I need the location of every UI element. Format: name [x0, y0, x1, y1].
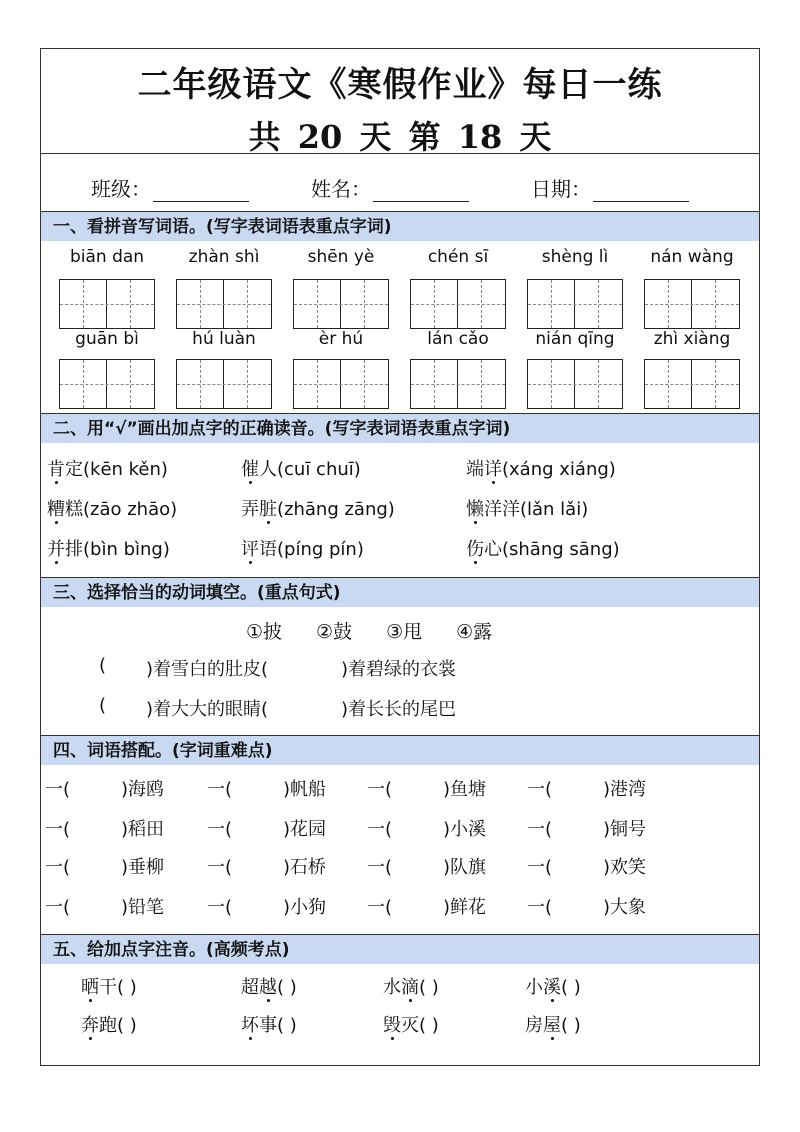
sentence-text[interactable]: )着碧绿的衣裳	[341, 659, 457, 680]
pinyin-annotation-item[interactable]: 晒干( )	[81, 977, 137, 998]
writing-grid-box[interactable]	[176, 359, 272, 409]
student-info	[41, 153, 759, 211]
class-field[interactable]	[91, 173, 249, 202]
match-prefix[interactable]: 一(	[527, 779, 553, 800]
match-prefix[interactable]: 一(	[207, 857, 233, 878]
match-prefix[interactable]: 一(	[367, 897, 393, 918]
sentence-text[interactable]: )着大大的眼睛(	[146, 699, 269, 720]
match-word: )鲜花	[443, 897, 487, 918]
section1-heading: 一、看拼音写词语。(写字表词语表重点字词)	[41, 211, 759, 241]
class-label: 班级：	[91, 177, 151, 201]
verb-options	[246, 617, 526, 644]
fill-paren[interactable]: (	[99, 655, 107, 676]
verb-option: ①披	[246, 621, 283, 643]
match-word: )港湾	[603, 779, 647, 800]
pinyin-label: shèng lì	[541, 247, 609, 267]
writing-grid-box[interactable]	[176, 279, 272, 329]
writing-grid-box[interactable]	[59, 279, 155, 329]
verb-option: ④露	[456, 621, 493, 643]
match-prefix[interactable]: 一(	[45, 857, 71, 878]
match-prefix[interactable]: 一(	[207, 897, 233, 918]
pinyin-label: èr hú	[318, 329, 364, 349]
pinyin-label: zhì xiàng	[653, 329, 731, 349]
match-word: )队旗	[443, 857, 487, 878]
match-prefix[interactable]: 一(	[527, 819, 553, 840]
page-title: 二年级语文《寒假作业》每日一练	[137, 65, 663, 105]
match-prefix[interactable]: 一(	[367, 819, 393, 840]
writing-grid-box[interactable]	[527, 279, 623, 329]
match-prefix[interactable]: 一(	[45, 819, 71, 840]
title-block	[41, 49, 759, 154]
pinyin-annotation-item[interactable]: 房屋( )	[525, 1015, 581, 1036]
writing-grid-box[interactable]	[527, 359, 623, 409]
name-blank[interactable]	[373, 181, 469, 202]
verb-option: ③甩	[386, 621, 423, 643]
match-prefix[interactable]: 一(	[527, 857, 553, 878]
pinyin-annotation-item[interactable]: 毁灭( )	[383, 1015, 439, 1036]
verb-option: ②鼓	[316, 621, 353, 643]
match-prefix[interactable]: 一(	[367, 857, 393, 878]
match-word: )铅笔	[121, 897, 165, 918]
reading-choice-item[interactable]: 懒洋洋(lǎn lǎi)	[466, 499, 589, 520]
fill-paren[interactable]: (	[99, 695, 107, 716]
section4-heading: 四、词语搭配。(字词重难点)	[41, 735, 759, 765]
date-field[interactable]	[531, 173, 689, 202]
reading-choice-item[interactable]: 并排(bìn bìng)	[47, 539, 170, 560]
date-blank[interactable]	[593, 181, 689, 202]
writing-grid-box[interactable]	[59, 359, 155, 409]
name-field[interactable]	[311, 173, 469, 202]
pinyin-label: lán cǎo	[427, 329, 489, 349]
pinyin-label: hú luàn	[192, 329, 256, 349]
sentence-text[interactable]: )着长长的尾巴	[341, 699, 457, 720]
date-label: 日期：	[531, 177, 591, 201]
match-word: )稻田	[121, 819, 165, 840]
match-word: )花园	[283, 819, 327, 840]
reading-choice-item[interactable]: 糟糕(zāo zhāo)	[47, 499, 178, 520]
reading-choice-item[interactable]: 催人(cuī chuī)	[241, 459, 361, 480]
pinyin-annotation-item[interactable]: 坏事( )	[241, 1015, 297, 1036]
writing-grid-box[interactable]	[293, 279, 389, 329]
pinyin-annotation-item[interactable]: 水滴( )	[383, 977, 439, 998]
match-prefix[interactable]: 一(	[45, 897, 71, 918]
match-prefix[interactable]: 一(	[207, 819, 233, 840]
match-prefix[interactable]: 一(	[527, 897, 553, 918]
writing-grid-box[interactable]	[410, 359, 506, 409]
pinyin-label: shēn yè	[307, 247, 375, 267]
pinyin-annotation-item[interactable]: 超越( )	[241, 977, 297, 998]
pinyin-annotation-item[interactable]: 小溪( )	[525, 977, 581, 998]
reading-choice-item[interactable]: 伤心(shāng sāng)	[466, 539, 620, 560]
section5-heading: 五、给加点字注音。(高频考点)	[41, 934, 759, 964]
class-blank[interactable]	[153, 181, 249, 202]
match-word: )铜号	[603, 819, 647, 840]
writing-grid-box[interactable]	[644, 279, 740, 329]
match-word: )鱼塘	[443, 779, 487, 800]
pinyin-label: chén sī	[427, 247, 489, 267]
writing-grid-box[interactable]	[293, 359, 389, 409]
pinyin-label: zhàn shì	[188, 247, 260, 267]
writing-grid-box[interactable]	[410, 279, 506, 329]
match-word: )欢笑	[603, 857, 647, 878]
writing-grid-box[interactable]	[644, 359, 740, 409]
match-word: )帆船	[283, 779, 327, 800]
match-prefix[interactable]: 一(	[367, 779, 393, 800]
pinyin-label: nán wàng	[650, 247, 734, 267]
section2-heading: 二、用“√”画出加点字的正确读音。(写字表词语表重点字词)	[41, 413, 759, 443]
match-word: )海鸥	[121, 779, 165, 800]
reading-choice-item[interactable]: 肯定(kēn kěn)	[47, 459, 168, 480]
page-subtitle: 共 20 天 第 18 天	[248, 118, 552, 156]
reading-choice-item[interactable]: 弄脏(zhāng zāng)	[241, 499, 395, 520]
match-word: )小狗	[283, 897, 327, 918]
match-word: )垂柳	[121, 857, 165, 878]
match-word: )大象	[603, 897, 647, 918]
reading-choice-item[interactable]: 评语(píng pín)	[241, 539, 364, 560]
pinyin-annotation-item[interactable]: 奔跑( )	[81, 1015, 137, 1036]
worksheet	[40, 48, 760, 1066]
pinyin-label: guān bì	[75, 329, 139, 349]
reading-choice-item[interactable]: 端详(xáng xiáng)	[466, 459, 616, 480]
sentence-text[interactable]: )着雪白的肚皮(	[146, 659, 269, 680]
match-word: )小溪	[443, 819, 487, 840]
match-prefix[interactable]: 一(	[207, 779, 233, 800]
pinyin-label: biān dan	[69, 247, 145, 267]
match-word: )石桥	[283, 857, 327, 878]
name-label: 姓名：	[311, 177, 371, 201]
section3-heading: 三、选择恰当的动词填空。(重点句式)	[41, 577, 759, 607]
pinyin-label: nián qīng	[535, 329, 615, 349]
match-prefix[interactable]: 一(	[45, 779, 71, 800]
